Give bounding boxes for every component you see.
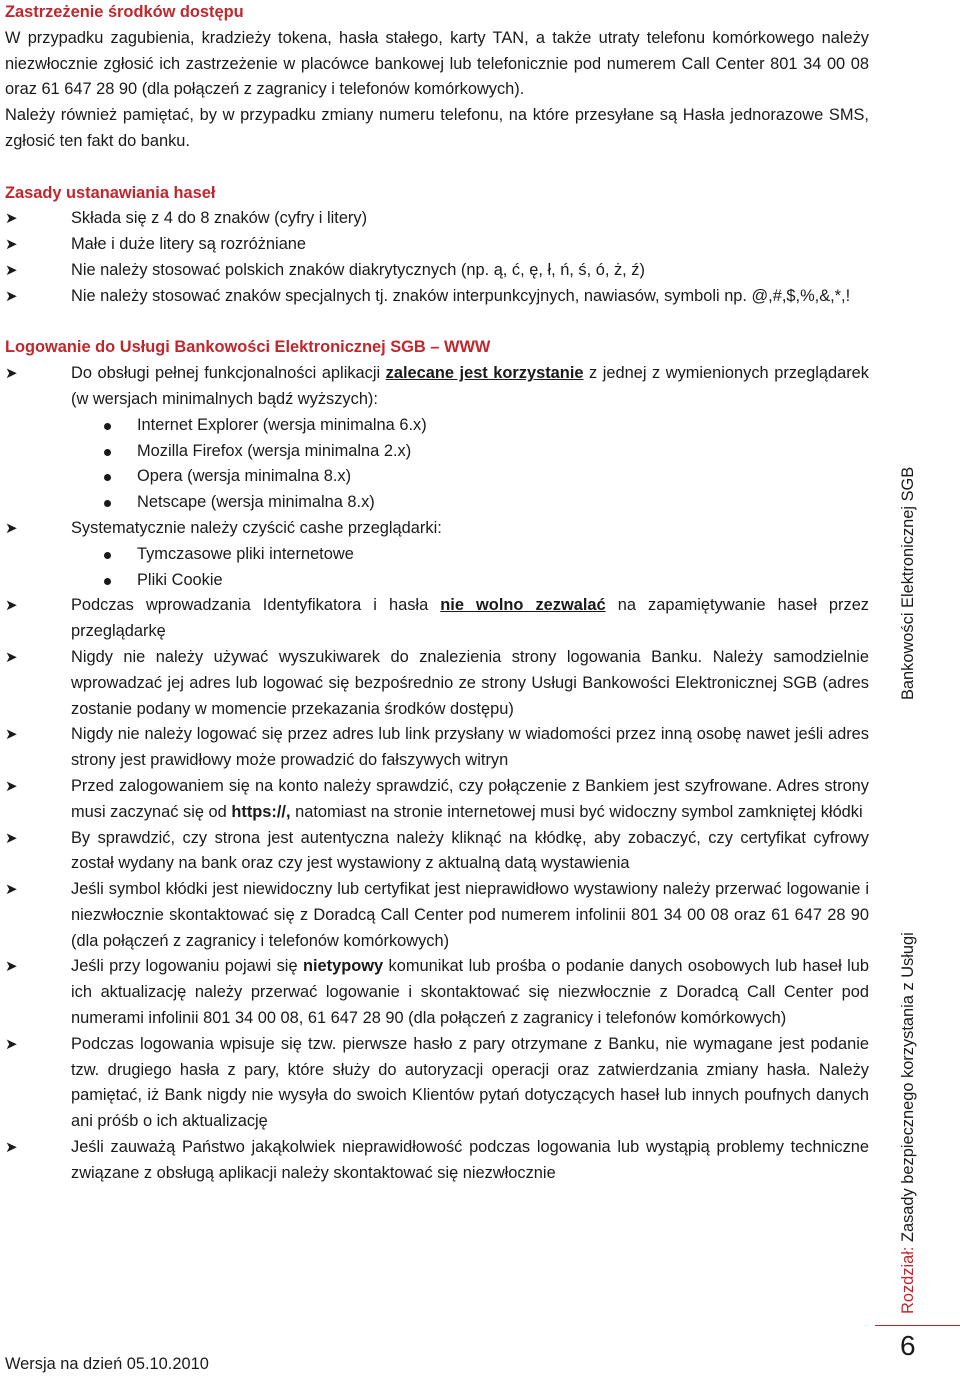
bullet-dot-icon: [104, 449, 111, 456]
page-number: 6: [900, 1330, 916, 1361]
bullet-dot-icon: [104, 552, 111, 559]
side-title-top: Bankowości Elektronicznej SGB: [899, 466, 917, 700]
list-item: ➤ Nigdy nie należy używać wyszukiwarek do znalezienia strony logowania Banku. Należy samodzielnie wprowadzać jej adres lub logować się bezpośrednio ze strony Usługi Bankowości Elektronicznej SGB (adres zostanie podany w momencie przekazania środków dostępu): [5, 645, 869, 722]
arrow-bullet-icon: ➤: [5, 597, 18, 615]
arrow-bullet-icon: ➤: [5, 829, 18, 847]
https-prefix: https://,: [231, 802, 291, 821]
arrow-bullet-icon: ➤: [5, 287, 18, 305]
list-item: Tymczasowe pliki internetowe: [71, 542, 869, 568]
arrow-bullet-icon: ➤: [5, 210, 18, 228]
list-item: Netscape (wersja minimalna 8.x): [71, 490, 869, 516]
arrow-bullet-icon: ➤: [5, 519, 18, 537]
side-divider: [875, 1325, 960, 1326]
bullet-dot-icon: [104, 423, 111, 430]
bullet-dot-icon: [104, 500, 111, 507]
version-footer: Wersja na dzień 05.10.2010: [5, 1355, 209, 1373]
list-item: ➤ Podczas wprowadzania Identyfikatora i hasła nie wolno zezwalać na zapamiętywanie haseł przez przeglądarkę: [5, 593, 869, 645]
list-item: ➤ Nigdy nie należy logować się przez adres lub link przysłany w wiadomości przez inną osobę nawet jeśli adres strony jest prawidłowy może prowadzić do fałszywych witryn: [5, 722, 869, 774]
emphasis-recommended: zalecane jest korzystanie: [385, 364, 584, 383]
list-item: ➤ By sprawdzić, czy strona jest autentyczna należy kliknąć na kłódkę, aby zobaczyć, czy certyfikat cyfrowy został wydany na bank oraz czy jest wystawiony z aktualną datą wystawienia: [5, 826, 869, 878]
browser-list: [71, 413, 869, 516]
list-item: ➤ Składa się z 4 do 8 znaków (cyfry i litery): [5, 206, 869, 232]
paragraph-access-block: W przypadku zagubienia, kradzieży tokena, hasła stałego, karty TAN, a także utraty telefonu komórkowego należy niezwłocznie zgłosić ich zastrzeżenie w placówce bankowej lub telefonicznie pod numerem Call Center 801 34 00 08 oraz 61 647 28 90 (dla połączeń z zagranicy i telefonów komórkowych).: [5, 28, 869, 99]
arrow-bullet-icon: ➤: [5, 1035, 18, 1053]
heading-password-rules: Zasady ustanawiania haseł: [5, 183, 216, 202]
list-item: ➤ Jeśli symbol kłódki jest niewidoczny lub certyfikat jest nieprawidłowo wystawiony należy przerwać logowanie i niezwłocznie skontaktować się z Doradcą Call Center pod numerem infolinii 801 34 00 08 oraz 61 647 28 90 (dla połączeń z zagranicy i telefonów komórkowych): [5, 877, 869, 954]
chapter-prefix: Rozdział:: [899, 1246, 917, 1314]
arrow-bullet-icon: ➤: [5, 726, 18, 744]
list-item: ➤ Systematycznie należy czyścić cashe przeglądarki: Tymczasowe pliki internetowe Pliki Cookie: [5, 516, 869, 593]
heading-login: Logowanie do Usługi Bankowości Elektronicznej SGB – WWW: [5, 338, 491, 357]
list-item: ➤ Nie należy stosować znaków specjalnych tj. znaków interpunkcyjnych, nawiasów, symboli np. @,#,$,%,&,*,!: [5, 284, 869, 310]
list-item: ➤ Przed zalogowaniem się na konto należy sprawdzić, czy połączenie z Bankiem jest szyfrowane. Adres strony musi zaczynać się od https://, natomiast na stronie internetowej musi być widoczny symbol zamkniętej kłódki: [5, 774, 869, 826]
list-item: ➤ Jeśli przy logowaniu pojawi się nietypowy komunikat lub prośba o podanie danych osobowych lub haseł lub ich aktualizację należy przerwać logowanie i skontaktować się niezwłocznie z Doradcą Call Center pod numerami infolinii 801 34 00 08, 61 647 28 90 (dla połączeń z zagranicy i telefonów komórkowych): [5, 954, 869, 1031]
paragraph-phone-change: Należy również pamiętać, by w przypadku zmiany numeru telefonu, na które przesyłane są Hasła jednorazowe SMS, zgłosić ten fakt do banku.: [5, 106, 869, 150]
login-rules-list: [5, 361, 869, 1187]
arrow-bullet-icon: ➤: [5, 236, 18, 254]
password-rules-list: [5, 206, 869, 309]
cache-list: [71, 542, 869, 594]
list-item: Internet Explorer (wersja minimalna 6.x): [71, 413, 869, 439]
list-item: ➤ Nie należy stosować polskich znaków diakrytycznych (np. ą, ć, ę, ł, ń, ś, ó, ż, ź): [5, 258, 869, 284]
side-title-bottom: [899, 932, 918, 1314]
document-body: [5, 0, 869, 1187]
arrow-bullet-icon: ➤: [5, 958, 18, 976]
arrow-bullet-icon: ➤: [5, 648, 18, 666]
list-item: ➤ Do obsługi pełnej funkcjonalności aplikacji zalecane jest korzystanie z jednej z wymienionych przeglądarek (w wersjach minimalnych bądź wyższych): Internet Explorer (wersja minimalna 6.x) Mozilla Firefox (wersja minimalna 2.x) Opera (wersja minimalna 8.x) Netscape (wersja minimalna 8.x): [5, 361, 869, 516]
arrow-bullet-icon: ➤: [5, 777, 18, 795]
bullet-dot-icon: [104, 578, 111, 585]
arrow-bullet-icon: ➤: [5, 881, 18, 899]
list-item: ➤ Podczas logowania wpisuje się tzw. pierwsze hasło z pary otrzymane z Banku, nie wymagane jest podanie tzw. drugiego hasła z pary, które służy do autoryzacji operacji oraz zatwierdzania zmiany hasła. Należy pamiętać, iż Bank nigdy nie wysyła do swoich Klientów pytań dotyczących haseł lub innych poufnych danych ani próśb o ich aktualizację: [5, 1032, 869, 1135]
bullet-dot-icon: [104, 474, 111, 481]
list-item: Opera (wersja minimalna 8.x): [71, 464, 869, 490]
arrow-bullet-icon: ➤: [5, 261, 18, 279]
arrow-bullet-icon: ➤: [5, 1139, 18, 1157]
side-header: [869, 395, 960, 1317]
list-item: Mozilla Firefox (wersja minimalna 2.x): [71, 439, 869, 465]
list-item: Pliki Cookie: [71, 568, 869, 594]
chapter-title: Zasady bezpiecznego korzystania z Usługi: [899, 932, 917, 1243]
list-item: ➤ Jeśli zauważą Państwo jakąkolwiek nieprawidłowość podczas logowania lub wystąpią problemy techniczne związane z obsługą aplikacji należy skontaktować się niezwłocznie: [5, 1135, 869, 1187]
emphasis-unusual: nietypowy: [302, 957, 384, 976]
arrow-bullet-icon: ➤: [5, 365, 18, 383]
list-item: ➤ Małe i duże litery są rozróżniane: [5, 232, 869, 258]
emphasis-not-allowed: nie wolno zezwalać: [440, 596, 606, 615]
heading-access-block: Zastrzeżenie środków dostępu: [5, 3, 244, 21]
